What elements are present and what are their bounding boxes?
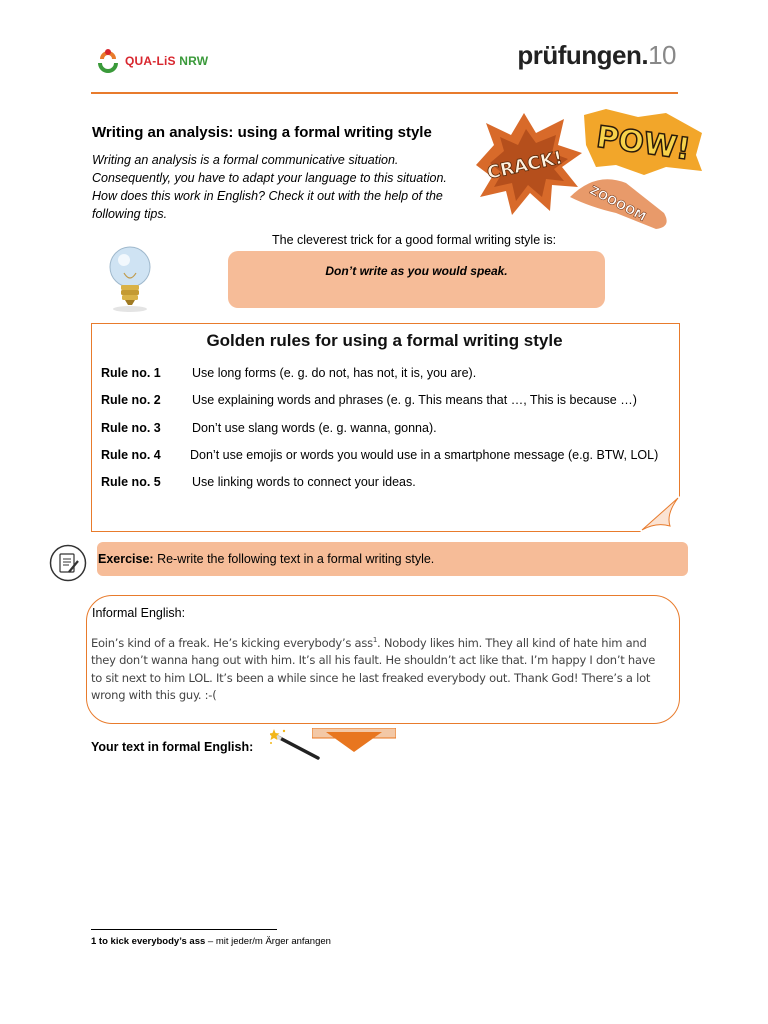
exercise-label: Exercise:	[98, 552, 154, 566]
rule-text: Use explaining words and phrases (e. g. This means that …, This is because …)	[192, 393, 637, 407]
pruefungen-logo: prüfungen.10	[517, 40, 676, 70]
notepad-pen-icon	[49, 544, 87, 582]
page-title: Writing an analysis: using a formal writing style	[92, 124, 432, 141]
informal-english-text: Eoin’s kind of a freak. He’s kicking everybody’s ass$^1$. Nobody likes him. They all kind of hate him and they don’t wanna hang out with him. It’s all his fault. He shouldn’t act like that. I’m happy I don’t have to sit next to him LOL. It’s been a while since he last freaked everybody out. Thank God! There’s a lot wrong with this guy. :-(	[91, 635, 656, 703]
footnote-number: 1	[91, 936, 97, 947]
comic-word: CRACK!	[485, 147, 565, 184]
rule-number: Rule no. 3	[101, 421, 161, 435]
exercise-text: Re-write the following text in a formal writing style.	[153, 552, 435, 566]
qualis-logo-icon	[95, 48, 121, 74]
footnote-divider	[91, 929, 277, 930]
header-divider	[91, 92, 678, 94]
rule-text: Don’t use slang words (e. g. wanna, gonna).	[192, 421, 437, 435]
informal-english-label: Informal English:	[92, 606, 186, 620]
footnote-term: to kick everybody’s ass	[96, 936, 206, 947]
your-text-label: Your text in formal English:	[91, 740, 254, 754]
footnote-meaning: – mit jeder/m Ärger anfangen	[205, 936, 331, 947]
lightbulb-icon	[104, 243, 156, 313]
comic-word: ZOOOOM	[587, 182, 649, 225]
rule-number: Rule no. 4	[101, 448, 161, 462]
intro-paragraph: Writing an analysis is a formal communicative situation. Consequently, you have to adapt your language to this situation. How does this work in English? Check it out with the help of the following tips.	[92, 153, 447, 221]
trick-text: Don’t write as you would speak.	[325, 264, 508, 278]
rule-text: Don’t use emojis or words you would use in a smartphone message (e.g. BTW, LOL)	[190, 448, 659, 462]
rule-number: Rule no. 5	[101, 475, 161, 489]
footnote-marker: 1	[372, 636, 378, 644]
trick-label: The cleverest trick for a good formal writing style is:	[272, 233, 557, 247]
rule-number: Rule no. 1	[101, 366, 161, 380]
page-curl-decoration	[640, 496, 680, 532]
rule-number: Rule no. 2	[101, 393, 161, 407]
golden-rules-title: Golden rules for using a formal writing style	[206, 331, 563, 350]
rule-text: Use linking words to connect your ideas.	[192, 475, 416, 489]
qualis-logo	[95, 48, 208, 74]
footnote	[91, 936, 331, 947]
down-arrow-icon	[312, 728, 396, 754]
qualis-logo-text: QUA-LiS NRW	[125, 54, 209, 68]
comic-word: POW!	[594, 119, 693, 168]
trick-highlight-box	[228, 251, 605, 308]
rule-text: Use long forms (e. g. do not, has not, it is, you are).	[192, 366, 477, 380]
comic-sound-effects-illustration	[466, 105, 712, 235]
exercise-instruction	[98, 552, 434, 566]
